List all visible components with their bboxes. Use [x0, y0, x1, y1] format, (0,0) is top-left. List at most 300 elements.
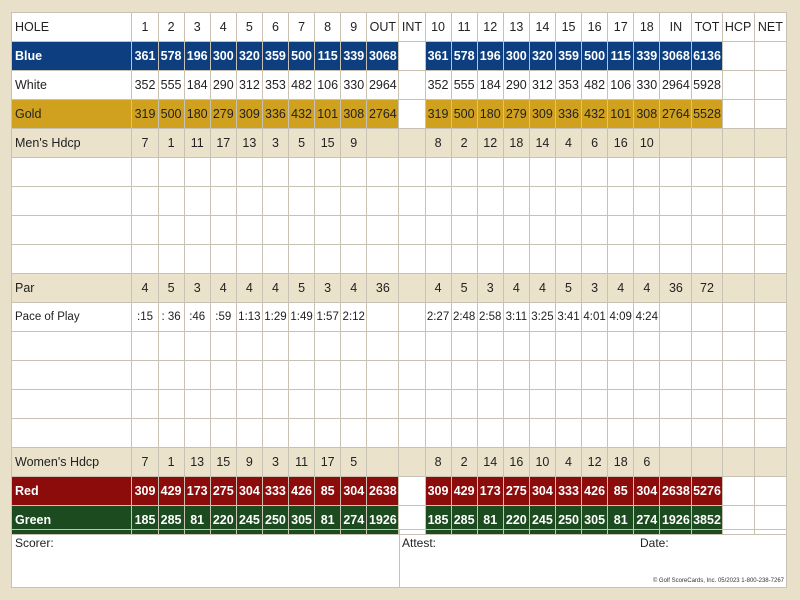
- score-cell[interactable]: [634, 332, 660, 361]
- score-cell[interactable]: [262, 361, 288, 390]
- score-cell[interactable]: [634, 419, 660, 448]
- net-cell[interactable]: [754, 42, 786, 71]
- hcp-cell[interactable]: [722, 42, 754, 71]
- score-cell[interactable]: [529, 390, 555, 419]
- score-cell[interactable]: [399, 158, 425, 187]
- hole-value: 4: [503, 274, 529, 303]
- hole-value: 180: [477, 100, 503, 129]
- player-name-cell[interactable]: [12, 245, 132, 274]
- int-cell[interactable]: [399, 477, 425, 506]
- player-name-cell[interactable]: [12, 419, 132, 448]
- hole-value: 353: [555, 71, 581, 100]
- blue-row: [12, 42, 787, 71]
- score-cell[interactable]: [210, 361, 236, 390]
- score-cell[interactable]: [289, 187, 315, 216]
- score-cell[interactable]: [582, 332, 608, 361]
- score-cell[interactable]: [367, 187, 399, 216]
- score-cell[interactable]: [399, 419, 425, 448]
- int-cell[interactable]: [399, 71, 425, 100]
- score-cell[interactable]: [451, 216, 477, 245]
- score-cell[interactable]: [315, 245, 341, 274]
- score-cell[interactable]: [367, 216, 399, 245]
- hole-value: 304: [236, 477, 262, 506]
- score-cell[interactable]: [555, 419, 581, 448]
- score-cell[interactable]: [184, 245, 210, 274]
- score-cell[interactable]: [754, 332, 786, 361]
- hole-value: 173: [184, 477, 210, 506]
- score-cell[interactable]: [503, 187, 529, 216]
- hcp-cell[interactable]: [722, 100, 754, 129]
- score-cell[interactable]: [184, 158, 210, 187]
- score-cell[interactable]: [451, 158, 477, 187]
- score-cell[interactable]: [529, 332, 555, 361]
- score-cell[interactable]: [503, 390, 529, 419]
- score-cell[interactable]: [210, 390, 236, 419]
- score-cell[interactable]: [634, 361, 660, 390]
- score-cell[interactable]: [660, 216, 692, 245]
- hcp-cell[interactable]: [722, 448, 754, 477]
- score-cell[interactable]: [754, 158, 786, 187]
- score-cell[interactable]: [132, 361, 158, 390]
- score-cell[interactable]: [341, 245, 367, 274]
- score-cell[interactable]: [399, 361, 425, 390]
- score-cell[interactable]: [754, 390, 786, 419]
- par-label: Par: [12, 274, 132, 303]
- score-cell[interactable]: [451, 390, 477, 419]
- score-cell[interactable]: [754, 216, 786, 245]
- score-cell[interactable]: [555, 158, 581, 187]
- player-name-cell[interactable]: [12, 187, 132, 216]
- score-cell[interactable]: [608, 187, 634, 216]
- player-name-cell[interactable]: [12, 361, 132, 390]
- score-cell[interactable]: [315, 216, 341, 245]
- score-cell[interactable]: [634, 216, 660, 245]
- int-header: INT: [399, 13, 425, 42]
- hole-value: 10: [529, 448, 555, 477]
- score-cell[interactable]: [132, 419, 158, 448]
- score-cell[interactable]: [341, 419, 367, 448]
- hole-value: 6: [582, 129, 608, 158]
- score-cell[interactable]: [236, 332, 262, 361]
- score-cell[interactable]: [582, 390, 608, 419]
- score-cell[interactable]: [692, 419, 722, 448]
- score-cell[interactable]: [722, 216, 754, 245]
- score-cell[interactable]: [132, 245, 158, 274]
- int-cell[interactable]: [399, 129, 425, 158]
- hole-value: 330: [634, 71, 660, 100]
- score-cell[interactable]: [236, 390, 262, 419]
- hole-value: 4: [425, 274, 451, 303]
- score-cell[interactable]: [236, 361, 262, 390]
- score-cell[interactable]: [660, 158, 692, 187]
- attest-field[interactable]: [399, 529, 787, 588]
- score-cell[interactable]: [158, 216, 184, 245]
- hole-value: 250: [555, 506, 581, 535]
- score-cell[interactable]: [132, 187, 158, 216]
- gold-row: [12, 100, 787, 129]
- score-cell[interactable]: [555, 361, 581, 390]
- hole-value: 429: [451, 477, 477, 506]
- net-cell[interactable]: [754, 477, 786, 506]
- net-cell[interactable]: [754, 100, 786, 129]
- par-row: [12, 274, 787, 303]
- score-cell[interactable]: [582, 419, 608, 448]
- score-cell[interactable]: [425, 419, 451, 448]
- copyright-text: © Golf ScoreCards, Inc. 05/2023 1-800-238-7267: [652, 578, 784, 584]
- score-cell[interactable]: [692, 361, 722, 390]
- score-cell[interactable]: [555, 332, 581, 361]
- score-cell[interactable]: [236, 419, 262, 448]
- score-cell[interactable]: [692, 158, 722, 187]
- score-cell[interactable]: [692, 332, 722, 361]
- score-cell[interactable]: [425, 332, 451, 361]
- score-cell[interactable]: [722, 332, 754, 361]
- score-cell[interactable]: [262, 390, 288, 419]
- hole-value: 279: [210, 100, 236, 129]
- score-cell[interactable]: [341, 332, 367, 361]
- score-cell[interactable]: [529, 361, 555, 390]
- score-cell[interactable]: [608, 216, 634, 245]
- score-cell[interactable]: [692, 245, 722, 274]
- score-cell[interactable]: [582, 187, 608, 216]
- score-cell[interactable]: [184, 419, 210, 448]
- score-cell[interactable]: [754, 187, 786, 216]
- score-cell[interactable]: [289, 361, 315, 390]
- score-cell[interactable]: [236, 216, 262, 245]
- score-cell[interactable]: [399, 216, 425, 245]
- in-value: 1926: [660, 506, 692, 535]
- score-cell[interactable]: [236, 158, 262, 187]
- hcp-cell[interactable]: [722, 303, 754, 332]
- hole-value: 106: [315, 71, 341, 100]
- hole-number: 7: [289, 13, 315, 42]
- score-cell[interactable]: [262, 158, 288, 187]
- hole-value: 352: [132, 71, 158, 100]
- score-cell[interactable]: [132, 332, 158, 361]
- score-cell[interactable]: [634, 187, 660, 216]
- hole-value: 2:58: [477, 303, 503, 332]
- player-name-cell[interactable]: [12, 390, 132, 419]
- score-cell[interactable]: [236, 187, 262, 216]
- score-cell[interactable]: [555, 187, 581, 216]
- score-cell[interactable]: [158, 187, 184, 216]
- score-cell[interactable]: [660, 245, 692, 274]
- score-cell[interactable]: [503, 216, 529, 245]
- score-cell[interactable]: [608, 419, 634, 448]
- net-cell[interactable]: [754, 303, 786, 332]
- net-cell[interactable]: [754, 71, 786, 100]
- score-cell[interactable]: [634, 390, 660, 419]
- hole-value: 9: [236, 448, 262, 477]
- score-cell[interactable]: [582, 361, 608, 390]
- player-name-cell[interactable]: [12, 158, 132, 187]
- score-cell[interactable]: [477, 158, 503, 187]
- hole-value: 275: [503, 477, 529, 506]
- hole-number: 16: [582, 13, 608, 42]
- hole-value: 4:09: [608, 303, 634, 332]
- hole-value: 4:01: [582, 303, 608, 332]
- hole-value: 4: [341, 274, 367, 303]
- score-cell[interactable]: [184, 187, 210, 216]
- hole-value: 309: [529, 100, 555, 129]
- hole-value: 4: [529, 274, 555, 303]
- score-cell[interactable]: [582, 158, 608, 187]
- hole-value: 304: [529, 477, 555, 506]
- hole-value: 12: [582, 448, 608, 477]
- score-cell[interactable]: [399, 245, 425, 274]
- score-cell[interactable]: [289, 245, 315, 274]
- score-cell[interactable]: [529, 216, 555, 245]
- score-cell[interactable]: [529, 158, 555, 187]
- score-cell[interactable]: [262, 245, 288, 274]
- score-cell[interactable]: [608, 361, 634, 390]
- in-value: 2764: [660, 100, 692, 129]
- player-name-cell[interactable]: [12, 332, 132, 361]
- hcp-cell[interactable]: [722, 71, 754, 100]
- score-cell[interactable]: [184, 332, 210, 361]
- tot-value: 5528: [692, 100, 722, 129]
- score-cell[interactable]: [692, 390, 722, 419]
- score-cell[interactable]: [722, 187, 754, 216]
- score-cell[interactable]: [660, 390, 692, 419]
- score-cell[interactable]: [315, 419, 341, 448]
- hole-value: 10: [634, 129, 660, 158]
- score-cell[interactable]: [158, 332, 184, 361]
- score-cell[interactable]: [341, 361, 367, 390]
- score-cell[interactable]: [634, 158, 660, 187]
- score-cell[interactable]: [289, 216, 315, 245]
- hole-value: 1: [158, 448, 184, 477]
- score-cell[interactable]: [158, 158, 184, 187]
- score-cell[interactable]: [341, 216, 367, 245]
- score-cell[interactable]: [425, 390, 451, 419]
- score-cell[interactable]: [158, 361, 184, 390]
- score-cell[interactable]: [262, 419, 288, 448]
- score-cell[interactable]: [608, 245, 634, 274]
- score-cell[interactable]: [210, 216, 236, 245]
- score-cell[interactable]: [210, 187, 236, 216]
- score-cell[interactable]: [425, 158, 451, 187]
- score-cell[interactable]: [722, 158, 754, 187]
- score-cell[interactable]: [367, 419, 399, 448]
- score-cell[interactable]: [582, 245, 608, 274]
- hole-value: 333: [262, 477, 288, 506]
- score-cell[interactable]: [210, 332, 236, 361]
- score-cell[interactable]: [132, 390, 158, 419]
- score-cell[interactable]: [184, 216, 210, 245]
- score-cell[interactable]: [660, 419, 692, 448]
- score-cell[interactable]: [367, 158, 399, 187]
- score-cell[interactable]: [341, 390, 367, 419]
- score-cell[interactable]: [660, 187, 692, 216]
- hole-value: 3: [582, 274, 608, 303]
- score-cell[interactable]: [425, 245, 451, 274]
- score-cell[interactable]: [289, 158, 315, 187]
- score-cell[interactable]: [503, 158, 529, 187]
- int-cell[interactable]: [399, 303, 425, 332]
- score-cell[interactable]: [341, 187, 367, 216]
- net-cell[interactable]: [754, 274, 786, 303]
- hole-value: 11: [184, 129, 210, 158]
- score-cell[interactable]: [210, 158, 236, 187]
- hcp-cell[interactable]: [722, 129, 754, 158]
- score-cell[interactable]: [158, 390, 184, 419]
- score-cell[interactable]: [529, 245, 555, 274]
- score-cell[interactable]: [315, 158, 341, 187]
- hcp-cell[interactable]: [722, 477, 754, 506]
- hole-number: 8: [315, 13, 341, 42]
- int-cell[interactable]: [399, 448, 425, 477]
- hole-value: 16: [503, 448, 529, 477]
- scorecard: [11, 12, 787, 588]
- score-cell[interactable]: [184, 361, 210, 390]
- score-cell[interactable]: [210, 245, 236, 274]
- score-cell[interactable]: [477, 187, 503, 216]
- hole-number: 15: [555, 13, 581, 42]
- score-cell[interactable]: [754, 361, 786, 390]
- tot-value: 72: [692, 274, 722, 303]
- score-cell[interactable]: [341, 158, 367, 187]
- score-cell[interactable]: [529, 419, 555, 448]
- score-cell[interactable]: [608, 332, 634, 361]
- hole-value: 578: [158, 42, 184, 71]
- score-cell[interactable]: [289, 332, 315, 361]
- score-cell[interactable]: [582, 216, 608, 245]
- score-cell[interactable]: [262, 332, 288, 361]
- score-cell[interactable]: [477, 390, 503, 419]
- scorer-label: Scorer:: [15, 536, 54, 550]
- score-cell[interactable]: [262, 216, 288, 245]
- in-value: 2638: [660, 477, 692, 506]
- hole-number: 4: [210, 13, 236, 42]
- hole-value: 4: [262, 274, 288, 303]
- score-cell[interactable]: [477, 332, 503, 361]
- hole-value: 18: [503, 129, 529, 158]
- score-cell[interactable]: [425, 216, 451, 245]
- int-cell[interactable]: [399, 100, 425, 129]
- score-cell[interactable]: [158, 245, 184, 274]
- hole-value: 4: [555, 448, 581, 477]
- red-row: [12, 477, 787, 506]
- score-cell[interactable]: [503, 332, 529, 361]
- score-cell[interactable]: [289, 419, 315, 448]
- score-cell[interactable]: [399, 390, 425, 419]
- score-cell[interactable]: [132, 216, 158, 245]
- out-value: 2964: [367, 71, 399, 100]
- score-cell[interactable]: [722, 419, 754, 448]
- hole-value: 320: [236, 42, 262, 71]
- score-cell[interactable]: [451, 332, 477, 361]
- hole-value: 5: [289, 129, 315, 158]
- score-cell[interactable]: [132, 158, 158, 187]
- score-cell[interactable]: [634, 245, 660, 274]
- score-cell[interactable]: [451, 245, 477, 274]
- hole-value: 81: [477, 506, 503, 535]
- player-name-cell[interactable]: [12, 216, 132, 245]
- score-cell[interactable]: [425, 187, 451, 216]
- score-cell[interactable]: [754, 419, 786, 448]
- score-cell[interactable]: [425, 361, 451, 390]
- score-cell[interactable]: [158, 419, 184, 448]
- score-cell[interactable]: [477, 245, 503, 274]
- int-cell[interactable]: [399, 42, 425, 71]
- score-cell[interactable]: [660, 361, 692, 390]
- out-value: 2638: [367, 477, 399, 506]
- hcp-cell[interactable]: [722, 274, 754, 303]
- scorer-field[interactable]: [11, 529, 400, 588]
- score-cell[interactable]: [262, 187, 288, 216]
- score-cell[interactable]: [722, 361, 754, 390]
- score-cell[interactable]: [399, 187, 425, 216]
- score-cell[interactable]: [477, 419, 503, 448]
- score-cell[interactable]: [555, 216, 581, 245]
- score-cell[interactable]: [722, 245, 754, 274]
- score-cell[interactable]: [451, 419, 477, 448]
- score-cell[interactable]: [315, 332, 341, 361]
- int-cell[interactable]: [399, 274, 425, 303]
- score-cell[interactable]: [236, 245, 262, 274]
- score-cell[interactable]: [503, 245, 529, 274]
- score-cell[interactable]: [529, 187, 555, 216]
- scorecard-table: [11, 12, 787, 535]
- score-cell[interactable]: [367, 332, 399, 361]
- net-cell[interactable]: [754, 129, 786, 158]
- net-cell[interactable]: [754, 448, 786, 477]
- hole-number: 1: [132, 13, 158, 42]
- in-value: 36: [660, 274, 692, 303]
- hole-number: 17: [608, 13, 634, 42]
- score-cell[interactable]: [367, 245, 399, 274]
- score-cell[interactable]: [503, 419, 529, 448]
- hole-value: 426: [289, 477, 315, 506]
- hole-number: 12: [477, 13, 503, 42]
- score-cell[interactable]: [754, 245, 786, 274]
- score-cell[interactable]: [367, 390, 399, 419]
- hole-value: 11: [289, 448, 315, 477]
- tot-value: 3852: [692, 506, 722, 535]
- score-cell[interactable]: [315, 187, 341, 216]
- score-cell[interactable]: [367, 361, 399, 390]
- score-cell[interactable]: [451, 361, 477, 390]
- score-cell[interactable]: [477, 216, 503, 245]
- score-cell[interactable]: [503, 361, 529, 390]
- score-cell[interactable]: [608, 390, 634, 419]
- hole-value: 3:11: [503, 303, 529, 332]
- score-cell[interactable]: [660, 332, 692, 361]
- score-entry-row: [12, 216, 787, 245]
- score-cell[interactable]: [451, 187, 477, 216]
- hole-value: 14: [529, 129, 555, 158]
- score-cell[interactable]: [315, 390, 341, 419]
- score-cell[interactable]: [692, 187, 722, 216]
- score-cell[interactable]: [289, 390, 315, 419]
- score-entry-row: [12, 245, 787, 274]
- hole-value: 305: [582, 506, 608, 535]
- score-cell[interactable]: [555, 390, 581, 419]
- score-cell[interactable]: [722, 390, 754, 419]
- score-cell[interactable]: [399, 332, 425, 361]
- score-cell[interactable]: [477, 361, 503, 390]
- score-cell[interactable]: [692, 216, 722, 245]
- blue-label: Blue: [12, 42, 132, 71]
- hole-value: 482: [289, 71, 315, 100]
- hole-value: 1:29: [262, 303, 288, 332]
- score-cell[interactable]: [555, 245, 581, 274]
- score-cell[interactable]: [210, 419, 236, 448]
- score-cell[interactable]: [184, 390, 210, 419]
- score-cell[interactable]: [315, 361, 341, 390]
- score-cell[interactable]: [608, 158, 634, 187]
